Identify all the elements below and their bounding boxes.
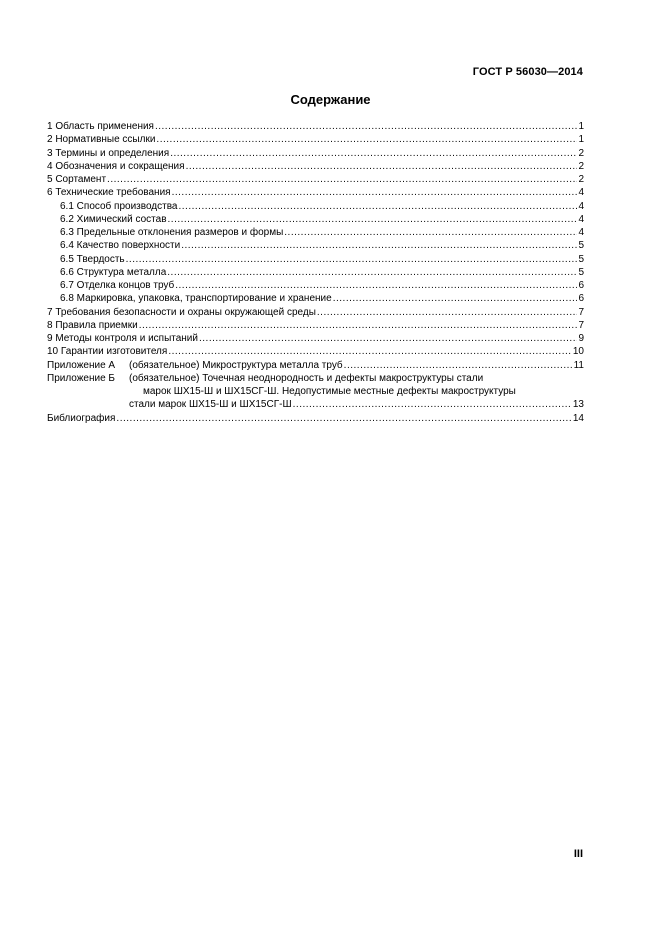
- toc-entry-page: 4: [578, 227, 584, 238]
- annex-b-label: Приложение Б: [47, 372, 115, 384]
- toc-entry-page: 6: [578, 293, 584, 305]
- toc-entry-label: 2 Нормативные ссылки: [47, 134, 156, 146]
- toc-leader-dots: [170, 147, 577, 160]
- annex-b-title-row-3: [129, 398, 584, 411]
- toc-leader-dots: [168, 213, 578, 226]
- toc-entry-7[interactable]: [47, 306, 584, 319]
- toc-entry-page: 5: [578, 240, 584, 252]
- toc-leader-dots: [155, 120, 577, 133]
- toc-leader-dots: [181, 239, 577, 252]
- toc-entry-page: 9: [578, 333, 584, 344]
- toc-entry-page: 7: [578, 319, 584, 331]
- toc-entry-annex-b[interactable]: [47, 372, 584, 412]
- page-number: III: [573, 848, 583, 860]
- toc-entry-page: 2: [578, 160, 584, 172]
- toc-entry-page: 2: [578, 147, 584, 159]
- toc-entry-3[interactable]: [47, 147, 584, 160]
- toc-leader-dots: [199, 332, 577, 345]
- toc-entry-9[interactable]: [47, 332, 584, 345]
- toc-entry-page: 4: [578, 187, 584, 199]
- toc-entry-page: 6: [578, 280, 584, 291]
- toc-entry-1[interactable]: [47, 120, 584, 133]
- toc-leader-dots: [293, 398, 572, 411]
- toc-entry-label: 6.3 Предельные отклонения размеров и формы: [60, 227, 284, 238]
- annex-b-title-line-1: (обязательное) Точечная неоднородность и дефекты макроструктуры стали: [129, 372, 484, 384]
- document-header-standard: ГОСТ Р 56030—2014: [472, 66, 583, 78]
- toc-entry-page: 2: [578, 174, 584, 185]
- bibliography-label: Библиография: [47, 412, 116, 424]
- toc-entry-page: 5: [578, 266, 584, 278]
- toc-entry-label: 5 Сортамент: [47, 174, 107, 185]
- toc-entry-page: 4: [578, 200, 584, 212]
- toc-entry-label: 6.1 Способ производства: [60, 200, 178, 212]
- table-of-contents: [47, 120, 584, 425]
- toc-leader-dots: [172, 186, 578, 199]
- toc-entry-6-6[interactable]: [47, 266, 584, 279]
- toc-entry-label: 7 Требования безопасности и охраны окружающей среды: [47, 306, 316, 318]
- toc-leader-dots: [186, 160, 578, 173]
- bibliography-page: 14: [572, 412, 584, 424]
- toc-entry-label: 6.2 Химический состав: [60, 213, 167, 225]
- toc-entry-label: 6.5 Твердость: [60, 253, 125, 265]
- annex-a-title-row: [129, 359, 584, 372]
- toc-entry-label: 6.8 Маркировка, упаковка, транспортирование и хранение: [60, 293, 332, 305]
- toc-entry-label: 6.7 Отделка концов труб: [60, 280, 175, 291]
- annex-a-page: 11: [573, 359, 584, 371]
- toc-entry-6-5[interactable]: [47, 253, 584, 266]
- toc-entry-6-4[interactable]: [47, 239, 584, 252]
- toc-leader-dots: [179, 200, 578, 213]
- toc-entry-page: 1: [578, 121, 584, 132]
- toc-leader-dots: [344, 359, 573, 372]
- toc-entry-label: 6.4 Качество поверхности: [60, 240, 181, 252]
- toc-entry-6-3[interactable]: [47, 226, 584, 239]
- toc-entry-label: 6.6 Структура металла: [60, 266, 167, 278]
- toc-entry-label: 6 Технические требования: [47, 187, 171, 199]
- toc-leader-dots: [167, 266, 577, 279]
- toc-entry-label: 1 Область применения: [47, 121, 154, 132]
- toc-entry-label: 9 Методы контроля и испытаний: [47, 333, 198, 344]
- toc-leader-dots: [116, 412, 571, 425]
- toc-leader-dots: [284, 226, 577, 239]
- toc-entry-bibliography[interactable]: [47, 412, 584, 425]
- toc-entry-6-1[interactable]: [47, 200, 584, 213]
- toc-entry-8[interactable]: [47, 319, 584, 332]
- toc-entry-label: 3 Термины и определения: [47, 147, 170, 159]
- toc-title: Содержание: [290, 92, 371, 107]
- toc-leader-dots: [126, 253, 578, 266]
- annex-a-title: (обязательное) Микроструктура металла труб: [129, 359, 343, 371]
- annex-b-page: 13: [572, 399, 584, 411]
- toc-entry-page: 4: [578, 213, 584, 225]
- toc-leader-dots: [333, 292, 578, 305]
- toc-entry-6-7[interactable]: [47, 279, 584, 292]
- toc-entry-6-8[interactable]: [47, 292, 584, 305]
- toc-entry-6-2[interactable]: [47, 213, 584, 226]
- toc-entry-page: 10: [572, 346, 584, 358]
- toc-entry-5[interactable]: [47, 173, 584, 186]
- toc-entry-4[interactable]: [47, 160, 584, 173]
- toc-entry-10[interactable]: [47, 345, 584, 358]
- toc-entry-label: 10 Гарантии изготовителя: [47, 346, 168, 358]
- toc-leader-dots: [107, 173, 577, 186]
- toc-leader-dots: [168, 345, 572, 358]
- toc-entry-page: 5: [578, 253, 584, 265]
- toc-entry-6[interactable]: [47, 186, 584, 199]
- toc-leader-dots: [156, 133, 577, 146]
- toc-leader-dots: [139, 319, 578, 332]
- annex-a-body: [129, 359, 584, 372]
- toc-entry-page: 7: [578, 306, 584, 318]
- annex-a-label: Приложение А: [47, 359, 116, 371]
- toc-leader-dots: [175, 279, 577, 292]
- toc-leader-dots: [317, 306, 578, 319]
- toc-entry-page: 1: [578, 134, 584, 146]
- toc-entry-label: 4 Обозначения и сокращения: [47, 160, 185, 172]
- toc-entry-2[interactable]: [47, 133, 584, 146]
- toc-entry-annex-a[interactable]: [47, 359, 584, 372]
- annex-b-body: [129, 372, 584, 412]
- annex-b-title-line-2: марок ШХ15-Ш и ШХ15СГ-Ш. Недопустимые местные дефекты макроструктуры: [143, 386, 516, 397]
- toc-entry-label: 8 Правила приемки: [47, 319, 138, 331]
- annex-b-title-line-3: стали марок ШХ15-Ш и ШХ15СГ-Ш: [129, 399, 292, 411]
